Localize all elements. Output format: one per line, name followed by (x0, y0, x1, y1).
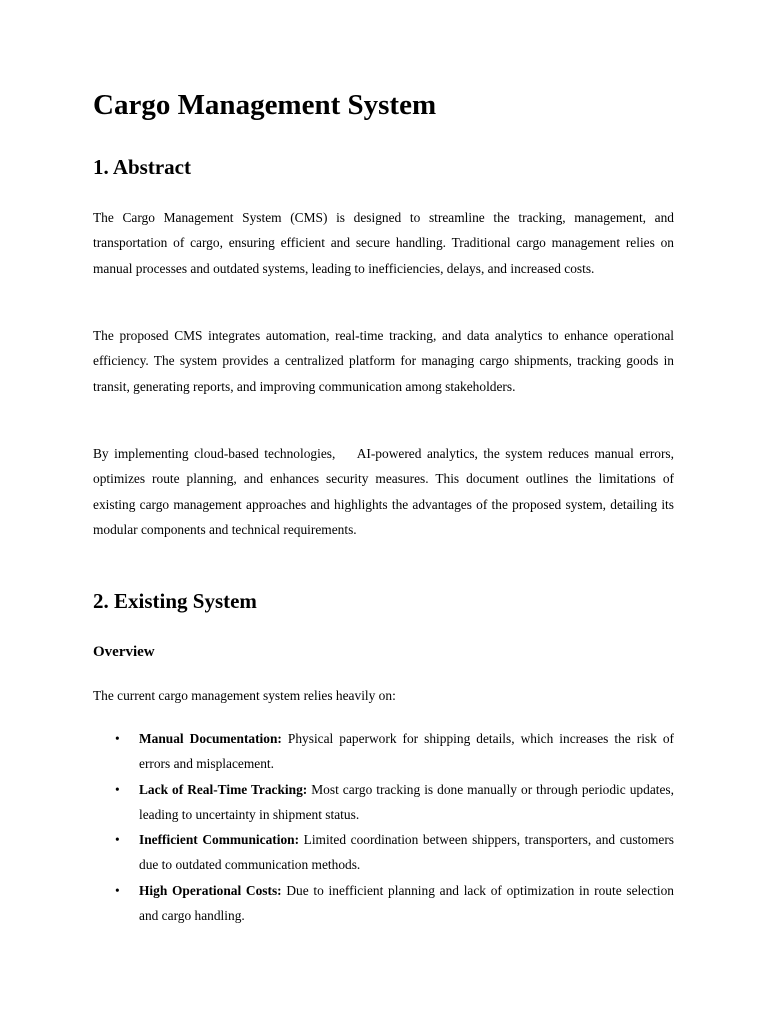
existing-system-heading: 2. Existing System (93, 589, 257, 613)
document-title: Cargo Management System (93, 89, 437, 121)
list-item (93, 777, 674, 828)
overview-subheading: Overview (93, 644, 155, 660)
abstract-paragraph-2: The proposed CMS integrates automation, real-time tracking, and data analytics to enhance operational efficiency. The system provides a centralized platform for managing cargo shipments, tracking goods in transit, generating reports, and improving communication among stakeholders. (93, 328, 674, 394)
list-item (93, 827, 674, 878)
list-item (93, 726, 674, 777)
existing-system-intro: The current cargo management system relies heavily on: (93, 688, 396, 703)
bullet-icon: • (115, 781, 120, 797)
abstract-heading: 1. Abstract (93, 155, 191, 179)
list-item-text: Due to inefficient planning and lack of optimization in route selection and cargo handling. (139, 882, 674, 924)
abstract-paragraph-1: The Cargo Management System (CMS) is designed to streamline the tracking, management, and transportation of cargo, ensuring efficient and secure handling. Traditional cargo management relies on manual processes and outdated systems, leading to inefficiencies, delays, and increased costs. (93, 210, 674, 276)
list-item-term: Manual Documentation: (139, 731, 282, 746)
abstract-paragraph-3: By implementing cloud-based technologies, AI-powered analytics, the system reduces manual errors, optimizes route planning, and enhances security measures. This document outlines the limitations of existing cargo management approaches and highlights the advantages of the proposed system, detailing its modular components and technical requirements. (93, 446, 674, 537)
list-item-text: Most cargo tracking is done manually or through periodic updates, leading to uncertainty in shipment status. (139, 781, 674, 822)
bullet-icon: • (115, 832, 120, 848)
list-item-term: Inefficient Communication: (139, 832, 300, 848)
list-item (93, 878, 674, 929)
list-item-text: Limited coordination between shippers, transporters, and customers due to outdated communication methods. (139, 832, 675, 873)
list-item-term: Lack of Real-Time Tracking: (139, 781, 308, 797)
bullet-icon: • (115, 731, 120, 746)
bullet-icon: • (115, 882, 120, 898)
list-item-text: Physical paperwork for shipping details, which increases the risk of errors and misplacement. (139, 731, 674, 772)
existing-system-list (93, 726, 674, 928)
list-item-term: High Operational Costs: (139, 882, 282, 898)
